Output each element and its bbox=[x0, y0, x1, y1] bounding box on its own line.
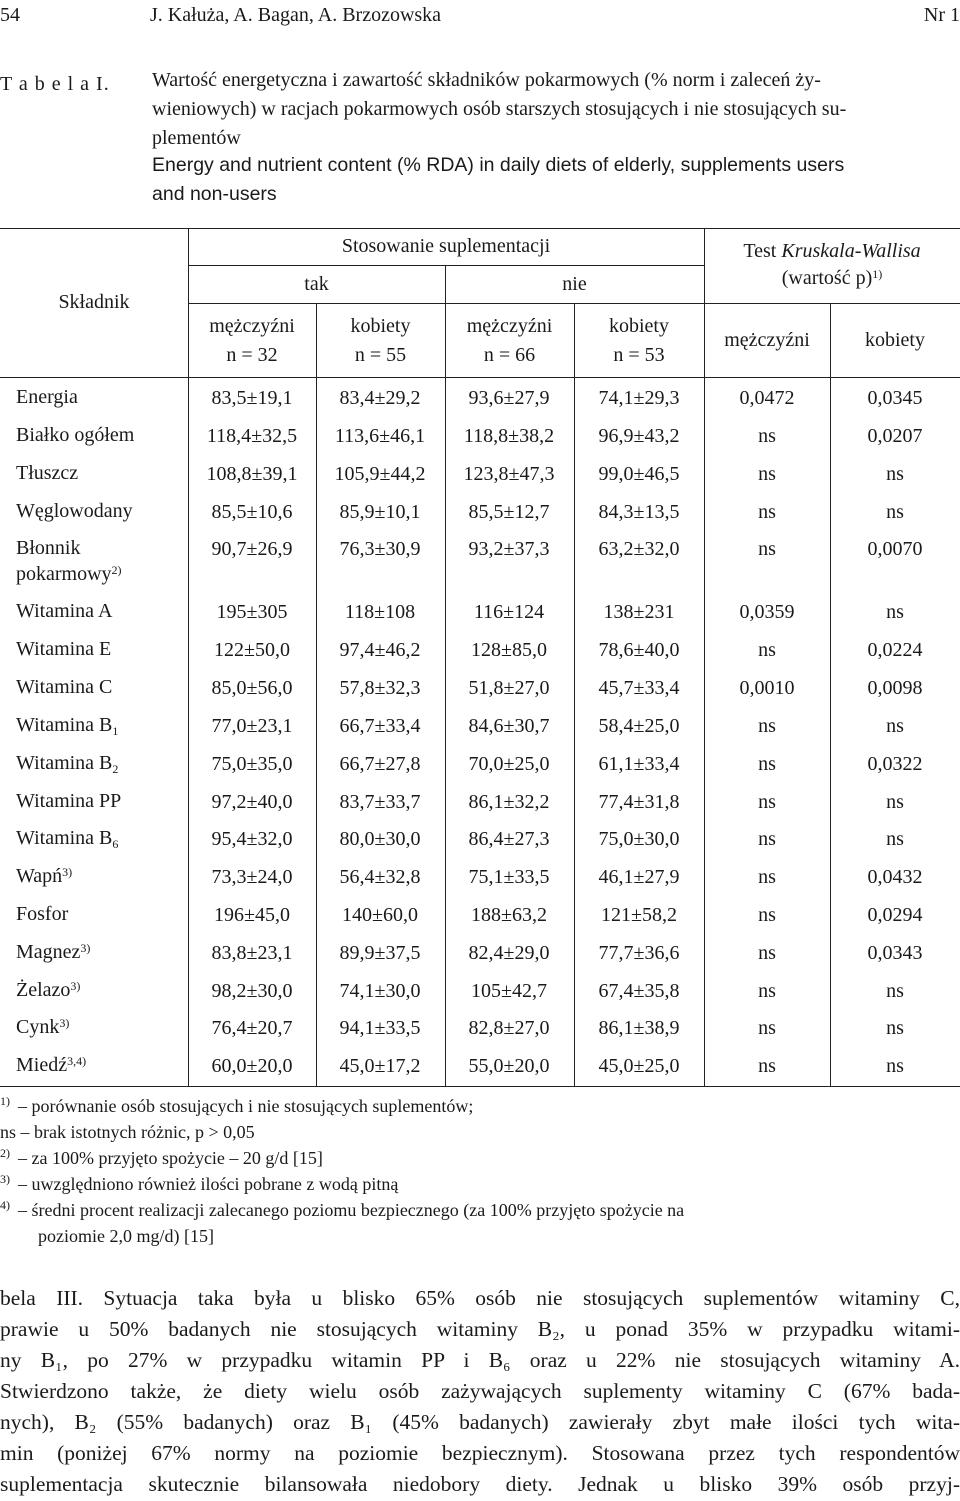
footnote bbox=[38, 1223, 214, 1249]
footnote-text: ns – brak istotnych różnic, p > 0,05 bbox=[0, 1122, 255, 1142]
body-line: suplementacja skutecznie bilansowała niedobory diety. Jednak u blisko 39% osób przyj- bbox=[0, 1472, 960, 1496]
table-cell: 85,5±10,6 bbox=[211, 501, 293, 523]
row-label-text: Witamina B bbox=[16, 827, 113, 849]
row-label-text: Żelazo bbox=[16, 979, 71, 1001]
group-header-rule bbox=[188, 265, 704, 266]
table-cell: 122±50,0 bbox=[214, 639, 290, 661]
header-test-women: kobiety bbox=[865, 329, 925, 351]
table-cell: 0,0322 bbox=[867, 753, 923, 775]
header-women-yes bbox=[316, 312, 445, 370]
table-cell: 195±305 bbox=[216, 601, 288, 623]
footnote-ref: 3) bbox=[62, 865, 73, 879]
table-cell: 86,4±27,3 bbox=[468, 828, 550, 850]
header-n: n = 53 bbox=[613, 344, 665, 366]
table-cell: ns bbox=[758, 1017, 776, 1039]
footnote-mark: 3) bbox=[0, 1172, 10, 1186]
table-cell: 0,0294 bbox=[867, 904, 923, 926]
table-cell: 113,6±46,1 bbox=[334, 425, 426, 447]
footnote-ref: 1) bbox=[872, 267, 883, 281]
row-label-text: Witamina PP bbox=[16, 790, 122, 812]
row-label bbox=[16, 498, 133, 524]
table-cell: 95,4±32,0 bbox=[211, 828, 293, 850]
table-cell: 63,2±32,0 bbox=[598, 538, 680, 560]
test-header-rule bbox=[704, 303, 960, 304]
row-label bbox=[16, 1052, 86, 1078]
table-cell: 86,1±32,2 bbox=[468, 791, 550, 813]
header-test-pvalue bbox=[704, 264, 960, 293]
table-cell: ns bbox=[758, 715, 776, 737]
row-label-text: Błonnik bbox=[16, 537, 81, 559]
footnote-mark: 4) bbox=[0, 1198, 10, 1212]
row-label-text: Witamina E bbox=[16, 638, 112, 660]
header-n: n = 55 bbox=[354, 344, 407, 366]
row-label-text: Fosfor bbox=[16, 903, 69, 925]
footnote bbox=[0, 1145, 323, 1173]
table-cell: 56,4±32,8 bbox=[339, 866, 421, 888]
table-cell: 108,8±39,1 bbox=[206, 463, 298, 485]
table-cell: 57,8±32,3 bbox=[339, 677, 421, 699]
table-cell: ns bbox=[758, 463, 776, 485]
body-line: min (poniżej 67% normy na poziomie bezpiecznym). Stosowana przez tych respondentów bbox=[0, 1441, 960, 1465]
table-cell: 83,5±19,1 bbox=[211, 387, 293, 409]
table-cell: 0,0432 bbox=[867, 866, 923, 888]
table-cell: ns bbox=[758, 980, 776, 1002]
table-header-rule bbox=[0, 377, 960, 378]
footnote-ref: 2) bbox=[111, 563, 122, 577]
table-cell: 0,0010 bbox=[739, 677, 795, 699]
table-cell: ns bbox=[758, 1055, 776, 1077]
body-line: ny B₁, po 27% w przypadku witamin PP i B₆ oraz u 22% nie stosujących witaminy A. bbox=[0, 1348, 960, 1372]
table-cell: ns bbox=[758, 866, 776, 888]
table-cell: 77,7±36,6 bbox=[598, 942, 680, 964]
table-cell: 96,9±43,2 bbox=[598, 425, 680, 447]
table-cell: 45,0±17,2 bbox=[339, 1055, 421, 1077]
footnote-ref: 3) bbox=[80, 941, 91, 955]
body-line: Stwierdzono także, że diety wielu osób zażywających suplementy witaminy C (67% bada- bbox=[0, 1379, 960, 1403]
table-cell: 55,0±20,0 bbox=[468, 1055, 550, 1077]
table-cell: 83,8±23,1 bbox=[211, 942, 293, 964]
table-cell: 80,0±30,0 bbox=[339, 828, 421, 850]
header-men-label: mężczyźni bbox=[466, 315, 553, 337]
header-component: Składnik bbox=[58, 291, 130, 313]
table-cell: 0,0207 bbox=[867, 425, 923, 447]
body-line: prawie u 50% badanych nie stosujących witaminy B₂, u ponad 35% w przypadku witami- bbox=[0, 1317, 960, 1341]
row-label bbox=[16, 1014, 69, 1040]
table-cell: 77,0±23,1 bbox=[211, 715, 293, 737]
header-women-label: kobiety bbox=[609, 315, 669, 337]
footnote bbox=[0, 1093, 473, 1121]
table-cell: 0,0359 bbox=[739, 601, 795, 623]
table-cell: 82,4±29,0 bbox=[468, 942, 550, 964]
table-cell: 97,2±40,0 bbox=[211, 791, 293, 813]
header-no: nie bbox=[562, 273, 587, 295]
row-label bbox=[16, 977, 80, 1003]
table-cell: 123,8±47,3 bbox=[463, 463, 555, 485]
row-label-text: Witamina B bbox=[16, 714, 113, 736]
table-cell: 118,4±32,5 bbox=[206, 425, 298, 447]
caption-pl-line: Wartość energetyczna i zawartość składników pokarmowych (% norm i zaleceń ży- bbox=[152, 69, 821, 91]
row-label-text: Wapń bbox=[16, 865, 63, 887]
row-label-text: Magnez bbox=[16, 941, 81, 963]
table-cell: 116±124 bbox=[473, 601, 545, 623]
table-cell: 74,1±29,3 bbox=[598, 387, 680, 409]
header-test bbox=[704, 237, 960, 266]
table-cell: 51,8±27,0 bbox=[468, 677, 550, 699]
table-cell: 118,8±38,2 bbox=[463, 425, 555, 447]
table-cell: 188±63,2 bbox=[471, 904, 547, 926]
row-label bbox=[16, 712, 118, 738]
table-cell: 70,0±25,0 bbox=[468, 753, 550, 775]
table-cell: 67,4±35,8 bbox=[598, 980, 680, 1002]
row-label-text: pokarmowy bbox=[16, 563, 112, 585]
footnote-text: – średni procent realizacji zalecanego poziomu bezpiecznego (za 100% przyjęto spożycie na bbox=[18, 1200, 685, 1220]
table-cell: 58,4±25,0 bbox=[598, 715, 680, 737]
row-label bbox=[16, 788, 121, 814]
row-label bbox=[16, 598, 112, 624]
table-cell: ns bbox=[886, 828, 904, 850]
row-label bbox=[16, 384, 78, 410]
subscript: 1 bbox=[112, 724, 119, 738]
table-cell: 74,1±30,0 bbox=[339, 980, 421, 1002]
header-men-no bbox=[445, 312, 574, 370]
body-line: nych), B₂ (55% badanych) oraz B₁ (45% badanych) zawierały zbyt małe ilości tych wita- bbox=[0, 1410, 960, 1434]
table-cell: ns bbox=[758, 501, 776, 523]
header-test-name: Kruskala-Wallisa bbox=[781, 240, 921, 262]
header-test-men: mężczyźni bbox=[724, 329, 810, 351]
row-label bbox=[16, 460, 78, 486]
table-cell: 196±45,0 bbox=[214, 904, 290, 926]
row-label-text: Energia bbox=[16, 386, 78, 408]
table-cell: 138±231 bbox=[603, 601, 675, 623]
footnote-text: – porównanie osób stosujących i nie stosujących suplementów; bbox=[18, 1096, 474, 1116]
caption-en-line: Energy and nutrient content (% RDA) in daily diets of elderly, supplements users bbox=[152, 154, 845, 176]
table-top-rule bbox=[0, 228, 960, 229]
header-n: n = 66 bbox=[483, 344, 536, 366]
footnote-text: poziomie 2,0 mg/d) [15] bbox=[38, 1226, 214, 1246]
table-cell: ns bbox=[758, 753, 776, 775]
table-cell: 84,6±30,7 bbox=[468, 715, 550, 737]
row-label-text: Witamina A bbox=[16, 600, 113, 622]
table-cell: ns bbox=[758, 538, 776, 560]
row-label-text: Witamina B bbox=[16, 752, 113, 774]
table-cell: 83,7±33,7 bbox=[339, 791, 421, 813]
footnote bbox=[0, 1197, 684, 1225]
table-cell: 121±58,2 bbox=[601, 904, 677, 926]
table-cell: 45,0±25,0 bbox=[598, 1055, 680, 1077]
header-test-pvalue-label: (wartość p) bbox=[781, 267, 873, 289]
table-cell: ns bbox=[886, 1017, 904, 1039]
table-cell: 46,1±27,9 bbox=[598, 866, 680, 888]
footnote-ref: 3) bbox=[59, 1016, 70, 1030]
row-label-text: Miedź bbox=[16, 1054, 68, 1076]
footnote-ref: 3) bbox=[70, 979, 81, 993]
row-label bbox=[16, 825, 118, 851]
footnote-text: – uwzględniono również ilości pobrane z wodą pitną bbox=[18, 1174, 399, 1194]
table-cell: ns bbox=[886, 601, 904, 623]
table-cell: 90,7±26,9 bbox=[211, 538, 293, 560]
caption-en-line: and non-users bbox=[152, 183, 277, 205]
page-number: 54 bbox=[0, 4, 20, 26]
header-yes: tak bbox=[304, 273, 329, 295]
footnote bbox=[0, 1119, 255, 1145]
table-cell: 75,0±30,0 bbox=[598, 828, 680, 850]
table-cell: 66,7±27,8 bbox=[339, 753, 421, 775]
table-cell: 0,0345 bbox=[867, 387, 923, 409]
row-label bbox=[16, 863, 72, 889]
running-header-authors: J. Kałuża, A. Bagan, A. Brzozowska bbox=[150, 4, 442, 26]
table-cell: ns bbox=[758, 942, 776, 964]
caption-en bbox=[152, 151, 844, 209]
table-cell: 85,9±10,1 bbox=[339, 501, 421, 523]
header-test-prefix: Test bbox=[743, 240, 782, 262]
header-n: n = 32 bbox=[226, 344, 278, 366]
table-cell: 85,5±12,7 bbox=[468, 501, 550, 523]
row-label bbox=[16, 422, 134, 448]
table-cell: 99,0±46,5 bbox=[598, 463, 680, 485]
table-cell: 85,0±56,0 bbox=[211, 677, 293, 699]
table-cell: ns bbox=[886, 1055, 904, 1077]
footnote bbox=[0, 1171, 398, 1199]
table-cell: ns bbox=[886, 463, 904, 485]
row-label-text: Węglowodany bbox=[16, 500, 133, 522]
table-cell: 0,0070 bbox=[867, 538, 923, 560]
table-cell: 76,3±30,9 bbox=[339, 538, 421, 560]
table-cell: 78,6±40,0 bbox=[598, 639, 680, 661]
header-supplementation: Stosowanie suplementacji bbox=[341, 235, 551, 257]
footnote-mark: 1) bbox=[0, 1094, 10, 1108]
header-men-label: mężczyźni bbox=[209, 315, 295, 337]
row-label-text: Białko ogółem bbox=[16, 424, 135, 446]
table-cell: 97,4±46,2 bbox=[339, 639, 421, 661]
row-label bbox=[16, 901, 68, 927]
table-cell: 105±42,7 bbox=[471, 980, 547, 1002]
body-line: bela III. Sytuacja taka była u blisko 65% osób nie stosujących suplementów witaminy C, bbox=[0, 1286, 960, 1310]
subscript: 6 bbox=[112, 837, 119, 851]
header-men-yes bbox=[188, 312, 316, 370]
row-label bbox=[16, 535, 122, 587]
table-cell: 66,7±33,4 bbox=[339, 715, 421, 737]
caption-pl bbox=[152, 66, 846, 153]
table-cell: 0,0098 bbox=[867, 677, 923, 699]
row-label bbox=[16, 674, 112, 700]
table-cell: 82,8±27,0 bbox=[468, 1017, 550, 1039]
caption-pl-line: wieniowych) w racjach pokarmowych osób starszych stosujących i nie stosujących su- bbox=[152, 98, 847, 120]
header-women-no bbox=[574, 312, 704, 370]
header-women-label: kobiety bbox=[350, 315, 411, 337]
table-bottom-rule bbox=[0, 1086, 960, 1087]
table-cell: 0,0472 bbox=[739, 387, 795, 409]
table-cell: ns bbox=[886, 980, 904, 1002]
caption-pl-line: plementów bbox=[152, 127, 241, 149]
footnote-mark: 2) bbox=[0, 1146, 10, 1160]
table-cell: 60,0±20,0 bbox=[211, 1055, 293, 1077]
row-label-text: Tłuszcz bbox=[16, 462, 79, 484]
table-cell: 76,4±20,7 bbox=[211, 1017, 293, 1039]
table-cell: 73,3±24,0 bbox=[211, 866, 293, 888]
table-cell: 105,9±44,2 bbox=[334, 463, 426, 485]
body-paragraph bbox=[0, 1283, 960, 1500]
table-cell: 75,1±33,5 bbox=[468, 866, 550, 888]
row-label bbox=[16, 750, 118, 776]
row-label-text: Witamina C bbox=[16, 676, 113, 698]
table-cell: 94,1±33,5 bbox=[339, 1017, 421, 1039]
row-label-text: Cynk bbox=[16, 1016, 60, 1038]
table-cell: 0,0343 bbox=[867, 942, 923, 964]
table-cell: 61,1±33,4 bbox=[598, 753, 680, 775]
table-label: T a b e l a I. bbox=[0, 73, 110, 95]
table-cell: 89,9±37,5 bbox=[339, 942, 421, 964]
table-cell: 84,3±13,5 bbox=[598, 501, 680, 523]
table-cell: ns bbox=[886, 715, 904, 737]
row-label bbox=[16, 939, 90, 965]
table-cell: 83,4±29,2 bbox=[339, 387, 421, 409]
table-cell: 98,2±30,0 bbox=[211, 980, 293, 1002]
table-cell: 118±108 bbox=[344, 601, 416, 623]
table-cell: ns bbox=[758, 639, 776, 661]
table-cell: 86,1±38,9 bbox=[598, 1017, 680, 1039]
subscript: 2 bbox=[112, 762, 119, 776]
table-cell: ns bbox=[886, 501, 904, 523]
table-cell: 128±85,0 bbox=[471, 639, 547, 661]
row-label bbox=[16, 636, 111, 662]
table-cell: 140±60,0 bbox=[342, 904, 418, 926]
table-cell: ns bbox=[886, 791, 904, 813]
subgroup-header-rule bbox=[188, 303, 704, 304]
table-cell: 0,0224 bbox=[867, 639, 923, 661]
footnote-ref: 3,4) bbox=[67, 1054, 87, 1068]
table-cell: ns bbox=[758, 904, 776, 926]
table-cell: ns bbox=[758, 425, 776, 447]
running-header-issue: Nr 1 bbox=[923, 4, 960, 26]
table-cell: ns bbox=[758, 828, 776, 850]
table-cell: 45,7±33,4 bbox=[598, 677, 680, 699]
table-cell: 93,2±37,3 bbox=[468, 538, 550, 560]
table-cell: 77,4±31,8 bbox=[598, 791, 680, 813]
table-cell: ns bbox=[758, 791, 776, 813]
footnote-text: – za 100% przyjęto spożycie – 20 g/d [15] bbox=[18, 1148, 323, 1168]
table-cell: 75,0±35,0 bbox=[211, 753, 293, 775]
table-cell: 93,6±27,9 bbox=[468, 387, 550, 409]
